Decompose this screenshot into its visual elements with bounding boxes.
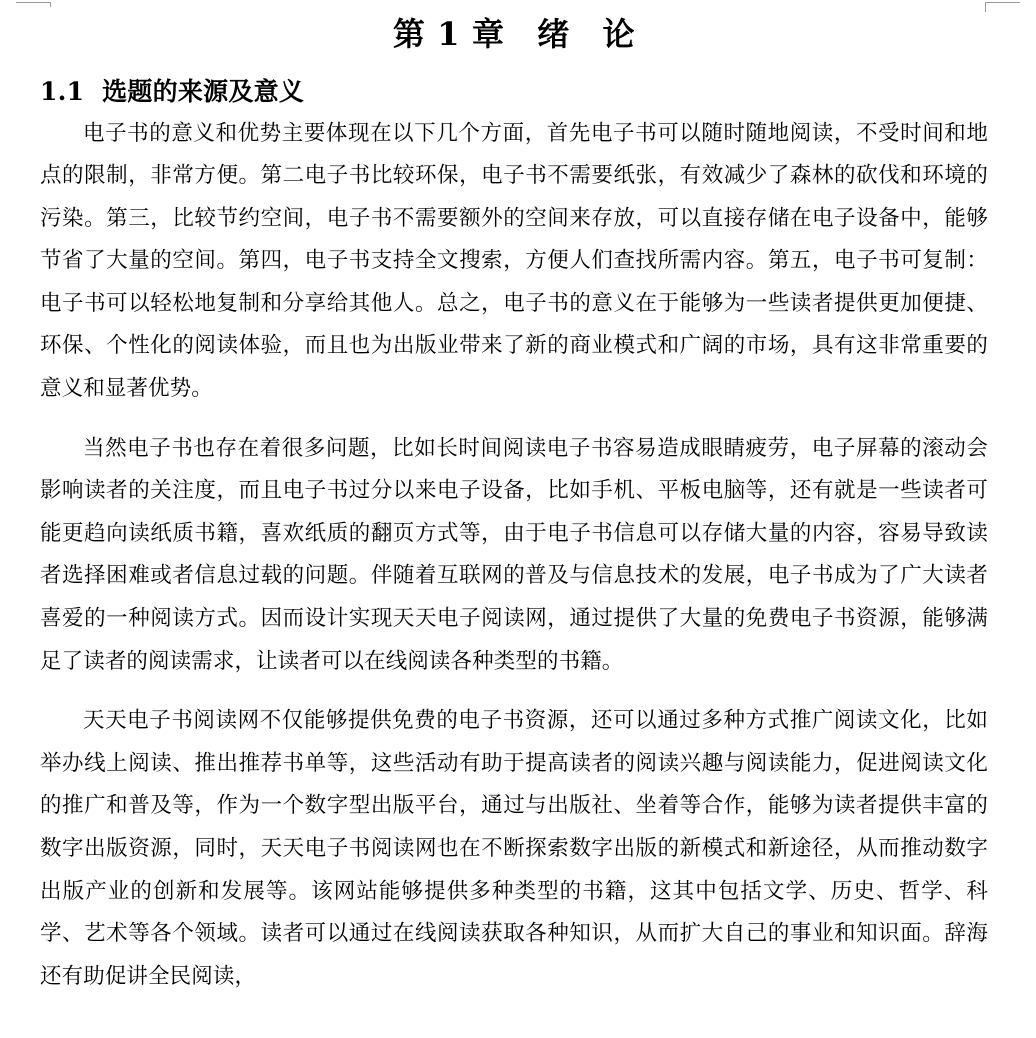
body-paragraph: 天天电子书阅读网不仅能够提供免费的电子书资源，还可以通过多种方式推广阅读文化，比如举办线上阅读、推出推荐书单等，这些活动有助于提高读者的阅读兴趣与阅读能力，促进阅读文化的推广和普及等，作为一个数字型出版平台，通过与出版社、坐着等合作，能够为读者提供丰富的数字出版资源，同时，天天电子书阅读网也在不断探索数字出版的新模式和新途径，从而推动数字出版产业的创新和发展等。该网站能够提供多种类型的书籍，这其中包括文学、历史、哲学、科学、艺术等各个领域。读者可以通过在线阅读获取各种知识，从而扩大自己的事业和知识面。辞海还有助促讲全民阅读， — [40, 708, 988, 989]
margin-guide-horizontal-rule — [986, 2, 1020, 3]
body-paragraph: 当然电子书也存在着很多问题，比如长时间阅读电子书容易造成眼睛疲劳，电子屏幕的滚动会影响读者的关注度，而且电子书过分以来电子设备，比如手机、平板电脑等，还有就是一些读者可能更趋向读纸质书籍，喜欢纸质的翻页方式等，由于电子书信息可以存储大量的内容，容易导致读者选择困难或者信息过载的问题。伴随着互联网的普及与信息技术的发展，电子书成为了广大读者喜爱的一种阅读方式。因而设计实现天天电子阅读网，通过提供了大量的免费电子书资源，能够满足了读者的阅读需求，让读者可以在线阅读各种类型的书籍。 — [40, 435, 988, 674]
paragraph-spacer — [40, 683, 988, 700]
chapter-title: 第 1 章 绪 论 — [392, 15, 636, 53]
paragraph-spacer — [40, 411, 988, 428]
document-content — [40, 0, 988, 998]
section-heading-1-1: 1.1 选题的来源及意义 — [40, 77, 305, 106]
body-paragraph: 电子书的意义和优势主要体现在以下几个方面，首先电子书可以随时随地阅读，不受时间和地点的限制，非常方便。第二电子书比较环保，电子书不需要纸张，有效减少了森林的砍伐和环境的污染。第三，比较节约空间，电子书不需要额外的空间来存放，可以直接存储在电子设备中，能够节省了大量的空间。第四，电子书支持全文搜索，方便人们查找所需内容。第五，电子书可复制：电子书可以轻松地复制和分享给其他人。总之，电子书的意义在于能够为一些读者提供更加便捷、环保、个性化的阅读体验，而且也为出版业带来了新的商业模式和广阔的市场，具有这非常重要的意义和显著优势。 — [40, 120, 988, 402]
